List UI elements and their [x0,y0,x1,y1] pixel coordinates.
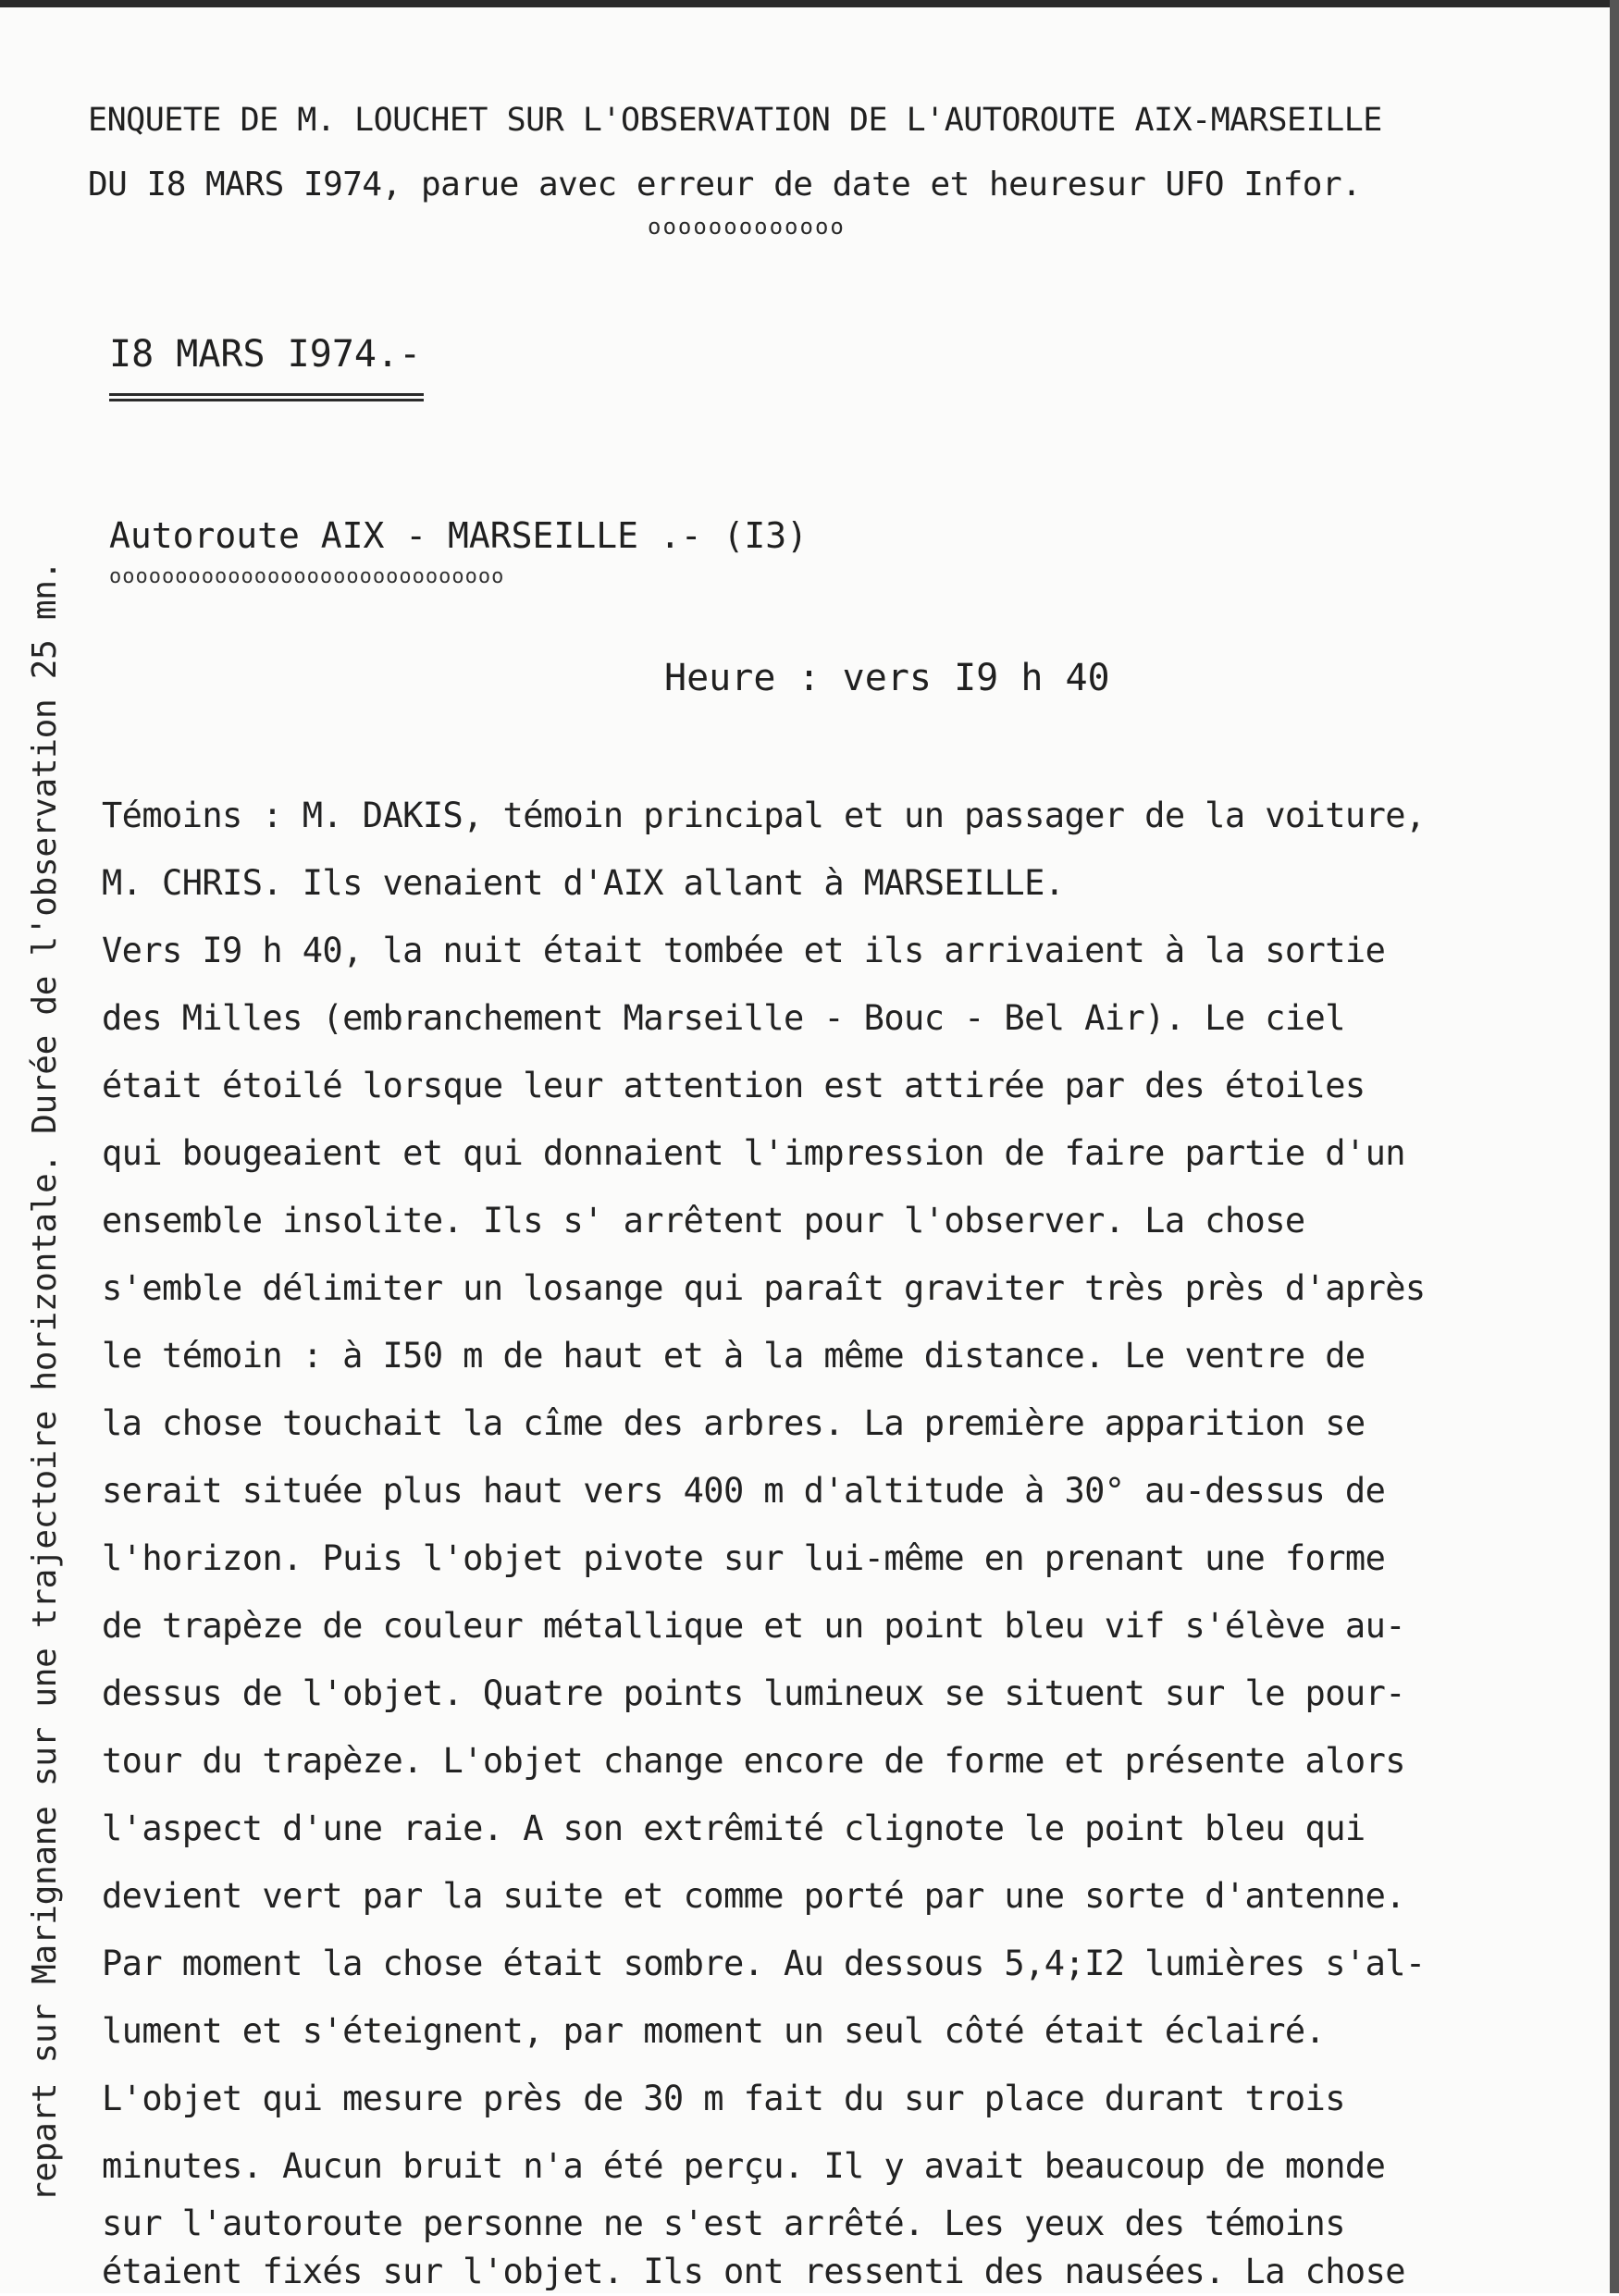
body-line: de trapèze de couleur métallique et un point bleu vif s'élève au- [102,1606,1405,1646]
body-line: minutes. Aucun bruit n'a été perçu. Il y avait beaucoup de monde [102,2146,1386,2186]
observation-time: Heure : vers I9 h 40 [664,657,1110,699]
body-line: L'objet qui mesure près de 30 m fait du sur place durant trois [102,2079,1345,2118]
body-line: M. CHRIS. Ils venaient d'AIX allant à MARSEILLE. [102,863,1065,903]
body-line: des Milles (embranchement Marseille - Bouc - Bel Air). Le ciel [102,998,1345,1038]
body-line: Témoins : M. DAKIS, témoin principal et un passager de la voiture, [102,796,1426,835]
observation-date: I8 MARS I974.- [109,333,422,376]
body-line: serait située plus haut vers 400 m d'altitude à 30° au-dessus de [102,1471,1386,1511]
body-line: dessus de l'objet. Quatre points lumineux se situent sur le pour- [102,1673,1405,1713]
body-line: ensemble insolite. Ils s' arrêtent pour l'observer. La chose [102,1201,1305,1241]
observation-place: Autoroute AIX - MARSEILLE .- (I3) [109,515,808,556]
document-body [102,782,1573,2296]
margin-note-vertical: repart sur Marignane sur une trajectoire horizontale. Durée de l'observation 25 mn. [26,560,64,2202]
page-right-edge [1610,0,1619,2293]
date-underline [109,393,424,401]
body-line: était étoilé lorsque leur attention est attirée par des étoiles [102,1066,1366,1105]
body-line: s'emble délimiter un losange qui paraît graviter très près d'après [102,1268,1426,1308]
body-line: le témoin : à I50 m de haut et à la même distance. Le ventre de [102,1336,1366,1376]
header-line-2: DU I8 MARS I974, parue avec erreur de date et heuresur UFO Infor. [88,166,1362,204]
header-line-1: ENQUETE DE M. LOUCHET SUR L'OBSERVATION DE L'AUTOROUTE AIX-MARSEILLE [88,102,1382,139]
body-line: la chose touchait la cîme des arbres. La première apparition se [102,1403,1366,1443]
document-header [88,88,1605,240]
place-ornament: oooooooooooooooooooooooooooooo [109,565,505,588]
page-top-edge [0,0,1619,7]
body-line: tour du trapèze. L'objet change encore de forme et présente alors [102,1741,1405,1781]
body-line: Par moment la chose était sombre. Au dessous 5,4;I2 lumières s'al- [102,1944,1426,1983]
body-line: lument et s'éteignent, par moment un seul côté était éclairé. [102,2011,1326,2051]
body-line: Vers I9 h 40, la nuit était tombée et ils arrivaient à la sortie [102,931,1386,970]
body-line: l'horizon. Puis l'objet pivote sur lui-même en prenant une forme [102,1538,1386,1578]
body-line: devient vert par la suite et comme porté par une sorte d'antenne. [102,1876,1405,1916]
body-line: sur l'autoroute personne ne s'est arrêté. Les yeux des témoins [102,2203,1345,2243]
body-line: qui bougeaient et qui donnaient l'impression de faire partie d'un [102,1133,1405,1173]
body-line: l'aspect d'une raie. A son extrêmité clignote le point bleu qui [102,1808,1366,1848]
body-line: étaient fixés sur l'objet. Ils ont ressenti des nausées. La chose [102,2252,1405,2291]
header-ornament: ooooooooooooo [648,214,846,240]
